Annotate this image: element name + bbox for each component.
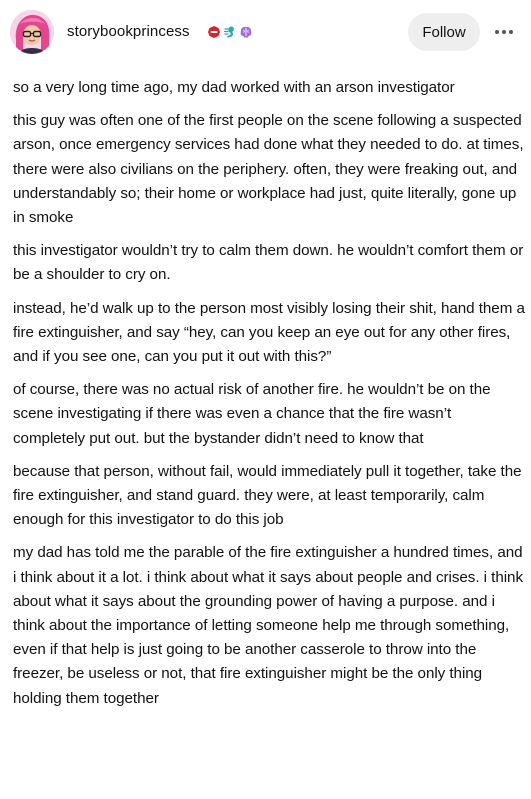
post-paragraph: this investigator wouldn’t try to calm them down. he wouldn’t comfort them or be a shoulder to cry on.: [13, 242, 524, 284]
user-badges: [207, 24, 253, 40]
post-paragraph: my dad has told me the parable of the fire extinguisher a hundred times, and i think about it a lot. i think about what it says about people and crises. i think about what it says about the grounding power of having a purpose. and i think about the importance of letting someone help me through something, even if that help is just going to be another casserole to throw into the freezer, be useless or not, that fire extinguisher might be the only thing holding them together: [13, 544, 523, 707]
post-paragraph: of course, there was no actual risk of another fire. he wouldn’t be on the scene investigating if there was even a chance that the fire wasn’t completely put out. but the bystander didn’t need to know that: [13, 381, 491, 447]
post-paragraph: this guy was often one of the first people on the scene following a suspected arson, once emergency services had done what they needed to do. at times, there were also civilians on the periphery. often, they were freaking out, and understandably so; their home or workplace had just, quite literally, gone up in smoke: [13, 112, 524, 227]
more-options-button[interactable]: [491, 25, 517, 39]
post-paragraph: because that person, without fail, would immediately pull it together, take the fire extinguisher, and stand guard. they were, at least temporarily, calm enough for this investigator to do this job: [13, 462, 522, 529]
username-link[interactable]: storybookprincess: [67, 23, 190, 40]
avatar[interactable]: [10, 10, 54, 54]
post-paragraph: instead, he’d walk up to the person most visibly losing their shit, hand them a fire extinguisher, and say “hey, can you keep an eye out for any other fires, and if you see one, can you put it out with this?”: [13, 299, 525, 366]
avatar-illustration: [10, 10, 54, 54]
seahorse-badge-icon: [223, 25, 237, 39]
post-paragraph: so a very long time ago, my dad worked with an arson investigator: [13, 79, 455, 96]
sticker-badge-icon: [207, 25, 221, 39]
more-dots-icon: [494, 29, 514, 35]
brain-badge-icon: [239, 25, 253, 39]
follow-button[interactable]: Follow: [408, 13, 480, 51]
post-header: [0, 0, 531, 66]
post-body: [13, 76, 525, 720]
